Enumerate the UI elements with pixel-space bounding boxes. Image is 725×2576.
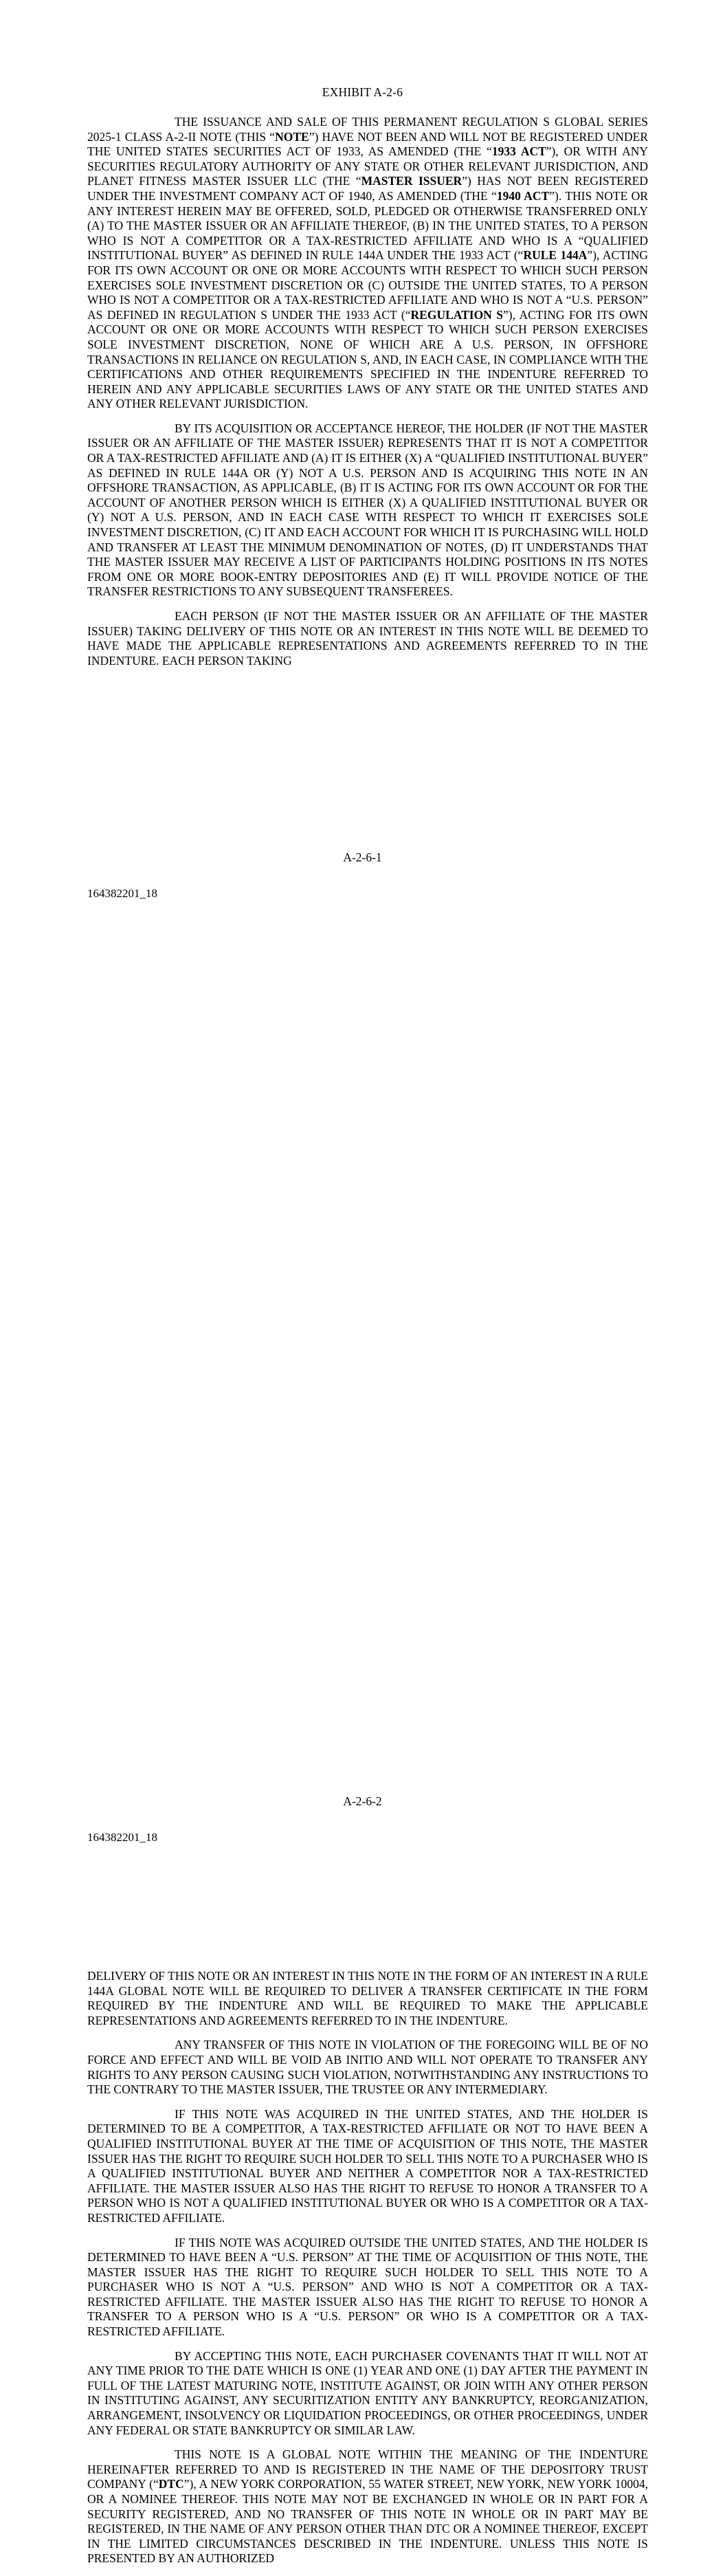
defined-term: DTC bbox=[158, 2477, 184, 2491]
paragraph-text: IF THIS NOTE WAS ACQUIRED OUTSIDE THE UNITED STATES, AND THE HOLDER IS DETERMINED TO HAVE BEEN A “U.S. PERSON” AT THE TIME OF ACQUISITION OF THIS NOTE, THE MASTER ISSUER HAS THE RIGHT TO REQUIRE SUCH HOLDER TO SELL THIS NOTE TO A PURCHASER WHO IS NOT A “U.S. PERSON” AND WHO IS NOT A COMPETITOR OR A TAX-RESTRICTED AFFILIATE. THE MASTER ISSUER ALSO HAS THE RIGHT TO REFUSE TO HONOR A TRANSFER TO A PERSON WHO IS A “U.S. PERSON” OR WHO IS A COMPETITOR OR A TAX-RESTRICTED AFFILIATE. bbox=[87, 2235, 648, 2339]
body-paragraph bbox=[87, 2447, 648, 2566]
paragraph-text: ”), A NEW YORK CORPORATION, 55 WATER STREET, NEW YORK, NEW YORK 10004, OR A NOMINEE THEREOF. THIS NOTE MAY NOT BE EXCHANGED IN WHOLE OR IN PART FOR A SECURITY REGISTERED, AND NO TRANSFER OF THIS NOTE IN WHOLE OR IN PART MAY BE REGISTERED, IN THE NAME OF ANY PERSON OTHER THAN DTC OR A NOMINEE THEREOF, EXCEPT IN THE LIMITED CIRCUMSTANCES DESCRIBED IN THE INDENTURE. UNLESS THIS NOTE IS PRESENTED BY AN AUTHORIZED bbox=[87, 2477, 648, 2566]
paragraph-text: BY ITS ACQUISITION OR ACCEPTANCE HEREOF, THE HOLDER (IF NOT THE MASTER ISSUER OR AN AFFILIATE OF THE MASTER ISSUER) REPRESENTS THAT IT IS NOT A COMPETITOR OR A TAX-RESTRICTED AFFILIATE AND (A) IT IS EITHER (X) A “QUALIFIED INSTITUTIONAL BUYER” AS DEFINED IN RULE 144A OR (Y) NOT A U.S. PERSON AND IS ACQUIRING THIS NOTE IN AN OFFSHORE TRANSACTION, AS APPLICABLE, (B) IT IS ACTING FOR ITS OWN ACCOUNT OR FOR THE ACCOUNT OF ANOTHER PERSON WHICH IS EITHER (X) A QUALIFIED INSTITUTIONAL BUYER OR (Y) NOT A U.S. PERSON, AND IN EACH CASE WITH RESPECT TO WHICH IT EXERCISES SOLE INVESTMENT DISCRETION, (C) IT AND EACH ACCOUNT FOR WHICH IT IS PURCHASING WILL HOLD AND TRANSFER AT LEAST THE MINIMUM DENOMINATION OF NOTES, (D) IT UNDERSTANDS THAT THE MASTER ISSUER MAY RECEIVE A LIST OF PARTICIPANTS HOLDING POSITIONS IN ITS NOTES FROM ONE OR MORE BOOK-ENTRY DEPOSITORIES AND (E) IT WILL PROVIDE NOTICE OF THE TRANSFER RESTRICTIONS TO ANY SUBSEQUENT TRANSFEREES. bbox=[87, 421, 648, 599]
body-paragraph bbox=[87, 115, 648, 412]
body-paragraph bbox=[87, 2107, 648, 2226]
body-paragraph bbox=[87, 2236, 648, 2340]
paragraph-text: BY ACCEPTING THIS NOTE, EACH PURCHASER COVENANTS THAT IT WILL NOT AT ANY TIME PRIOR TO THE DATE WHICH IS ONE (1) YEAR AND ONE (1) DAY AFTER THE PAYMENT IN FULL OF THE LATEST MATURING NOTE, INSTITUTE AGAINST, OR JOIN WITH ANY OTHER PERSON IN INSTITUTING AGAINST, ANY SECURITIZATION ENTITY ANY BANKRUPTCY, REORGANIZATION, ARRANGEMENT, INSOLVENCY OR LIQUIDATION PROCEEDINGS, OR OTHER PROCEEDINGS, UNDER ANY FEDERAL OR STATE BANKRUPTCY OR SIMILAR LAW. bbox=[87, 2348, 648, 2437]
paragraph-text: ”) HAS NOT BEEN REGISTERED UNDER THE INVESTMENT COMPANY ACT OF 1940, AS AMENDED (THE “ bbox=[87, 174, 648, 203]
exhibit-title: EXHIBIT A-2-6 bbox=[322, 85, 403, 99]
page-number: A-2-6-2 bbox=[343, 1794, 382, 1808]
document-id: 164382201_18 bbox=[87, 1831, 157, 1844]
body-paragraph bbox=[87, 609, 648, 668]
document-page-2 bbox=[0, 938, 725, 2566]
paragraph-text: THIS NOTE IS A GLOBAL NOTE WITHIN THE MEANING OF THE INDENTURE HEREINAFTER REFERRED TO AND IS REGISTERED IN THE NAME OF THE DEPOSITORY TRUST COMPANY (“ bbox=[87, 2447, 648, 2491]
defined-term: 1933 ACT bbox=[491, 144, 546, 159]
defined-term: 1940 ACT bbox=[496, 188, 550, 203]
paragraph-text: ANY TRANSFER OF THIS NOTE IN VIOLATION OF THE FOREGOING WILL BE OF NO FORCE AND EFFECT AND WILL BE VOID AB INITIO AND WILL NOT OPERATE TO TRANSFER ANY RIGHTS TO ANY PERSON CAUSING SUCH VIOLATION, NOTWITHSTANDING ANY INSTRUCTIONS TO THE CONTRARY TO THE MASTER ISSUER, THE TRUSTEE OR ANY INTERMEDIARY. bbox=[87, 2038, 648, 2097]
paragraph-text: ”) HAVE NOT BEEN AND WILL NOT BE REGISTERED UNDER THE UNITED STATES SECURITIES ACT OF 1933, AS AMENDED (THE “ bbox=[87, 129, 648, 159]
defined-term: MASTER ISSUER bbox=[361, 174, 462, 188]
body-paragraph bbox=[87, 2349, 648, 2439]
body-paragraph bbox=[87, 2038, 648, 2097]
page-number: A-2-6-1 bbox=[343, 850, 382, 864]
paragraph-text: IF THIS NOTE WAS ACQUIRED IN THE UNITED STATES, AND THE HOLDER IS DETERMINED TO BE A COMPETITOR, A TAX-RESTRICTED AFFILIATE OR NOT TO HAVE BEEN A QUALIFIED INSTITUTIONAL BUYER AT THE TIME OF ACQUISITION OF THIS NOTE, THE MASTER ISSUER HAS THE RIGHT TO REQUIRE SUCH HOLDER TO SELL THIS NOTE TO A PURCHASER WHO IS A QUALIFIED INSTITUTIONAL BUYER AND NEITHER A COMPETITOR NOR A TAX-RESTRICTED AFFILIATE. THE MASTER ISSUER ALSO HAS THE RIGHT TO REFUSE TO HONOR A TRANSFER TO A PERSON WHO IS NOT A QUALIFIED INSTITUTIONAL BUYER OR WHO IS A COMPETITOR OR A TAX-RESTRICTED AFFILIATE. bbox=[87, 2106, 648, 2225]
paragraph-text: ”), ACTING FOR ITS OWN ACCOUNT OR ONE OR MORE ACCOUNTS WITH RESPECT TO WHICH SUCH PERSON EXERCISES SOLE INVESTMENT DISCRETION, NONE OF WHICH ARE A U.S. PERSON, IN OFFSHORE TRANSACTIONS IN RELIANCE ON REGULATION S, AND, IN EACH CASE, IN COMPLIANCE WITH THE CERTIFICATIONS AND OTHER REQUIREMENTS SPECIFIED IN THE INDENTURE REFERRED TO HEREIN AND ANY APPLICABLE SECURITIES LAWS OF ANY STATE OR THE UNITED STATES AND ANY OTHER RELEVANT JURISDICTION. bbox=[87, 307, 648, 411]
paragraph-text: ”). THIS NOTE OR ANY INTEREST HEREIN MAY BE OFFERED, SOLD, PLEDGED OR OTHERWISE TRANSFERRED ONLY (A) TO THE MASTER ISSUER OR AN AFFILIATE THEREOF, (B) IN THE UNITED STATES, TO A PERSON WHO IS NOT A COMPETITOR OR A TAX-RESTRICTED AFFILIATE AND WHO IS A “QUALIFIED INSTITUTIONAL BUYER” AS DEFINED IN RULE 144A UNDER THE 1933 ACT (“ bbox=[87, 188, 648, 263]
paragraph-text: ”), ACTING FOR ITS OWN ACCOUNT OR ONE OR MORE ACCOUNTS WITH RESPECT TO WHICH SUCH PERSON EXERCISES SOLE INVESTMENT DISCRETION OR (C) OUTSIDE THE UNITED STATES, TO A PERSON WHO IS NOT A COMPETITOR OR A TAX-RESTRICTED AFFILIATE AND WHO IS NOT A “U.S. PERSON” AS DEFINED IN REGULATION S UNDER THE 1933 ACT (“ bbox=[87, 248, 649, 322]
paragraph-text: ”), OR WITH ANY SECURITIES REGULATORY AUTHORITY OF ANY STATE OR OTHER RELEVANT JURISDICTION, AND PLANET FITNESS MASTER ISSUER LLC (THE “ bbox=[87, 144, 648, 188]
paragraph-text: DELIVERY OF THIS NOTE OR AN INTEREST IN THIS NOTE IN THE FORM OF AN INTEREST IN A RULE 144A GLOBAL NOTE WILL BE REQUIRED TO DELIVER A TRANSFER CERTIFICATE IN THE FORM REQUIRED BY THE INDENTURE AND WILL BE REQUIRED TO MAKE THE APPLICABLE REPRESENTATIONS AND AGREEMENTS REFERRED TO IN THE INDENTURE. bbox=[87, 1969, 648, 2027]
document-id: 164382201_18 bbox=[87, 887, 157, 900]
page-2-body bbox=[87, 1969, 648, 2576]
page-1-body bbox=[87, 115, 648, 678]
defined-term: REGULATION S bbox=[410, 307, 504, 322]
document-page-1 bbox=[0, 0, 725, 938]
body-paragraph bbox=[87, 1969, 648, 2028]
body-paragraph bbox=[87, 421, 648, 599]
defined-term: RULE 144A bbox=[523, 248, 588, 263]
paragraph-text: EACH PERSON (IF NOT THE MASTER ISSUER OR AN AFFILIATE OF THE MASTER ISSUER) TAKING DELIVERY OF THIS NOTE OR AN INTEREST IN THIS NOTE WILL BE DEEMED TO HAVE MADE THE APPLICABLE REPRESENTATIONS AND AGREEMENTS REFERRED TO IN THE INDENTURE. EACH PERSON TAKING bbox=[87, 609, 648, 668]
paragraph-text: THE ISSUANCE AND SALE OF THIS PERMANENT REGULATION S GLOBAL SERIES 2025-1 CLASS A-2-II NOTE (THIS “ bbox=[87, 115, 648, 144]
defined-term: NOTE bbox=[275, 129, 309, 144]
